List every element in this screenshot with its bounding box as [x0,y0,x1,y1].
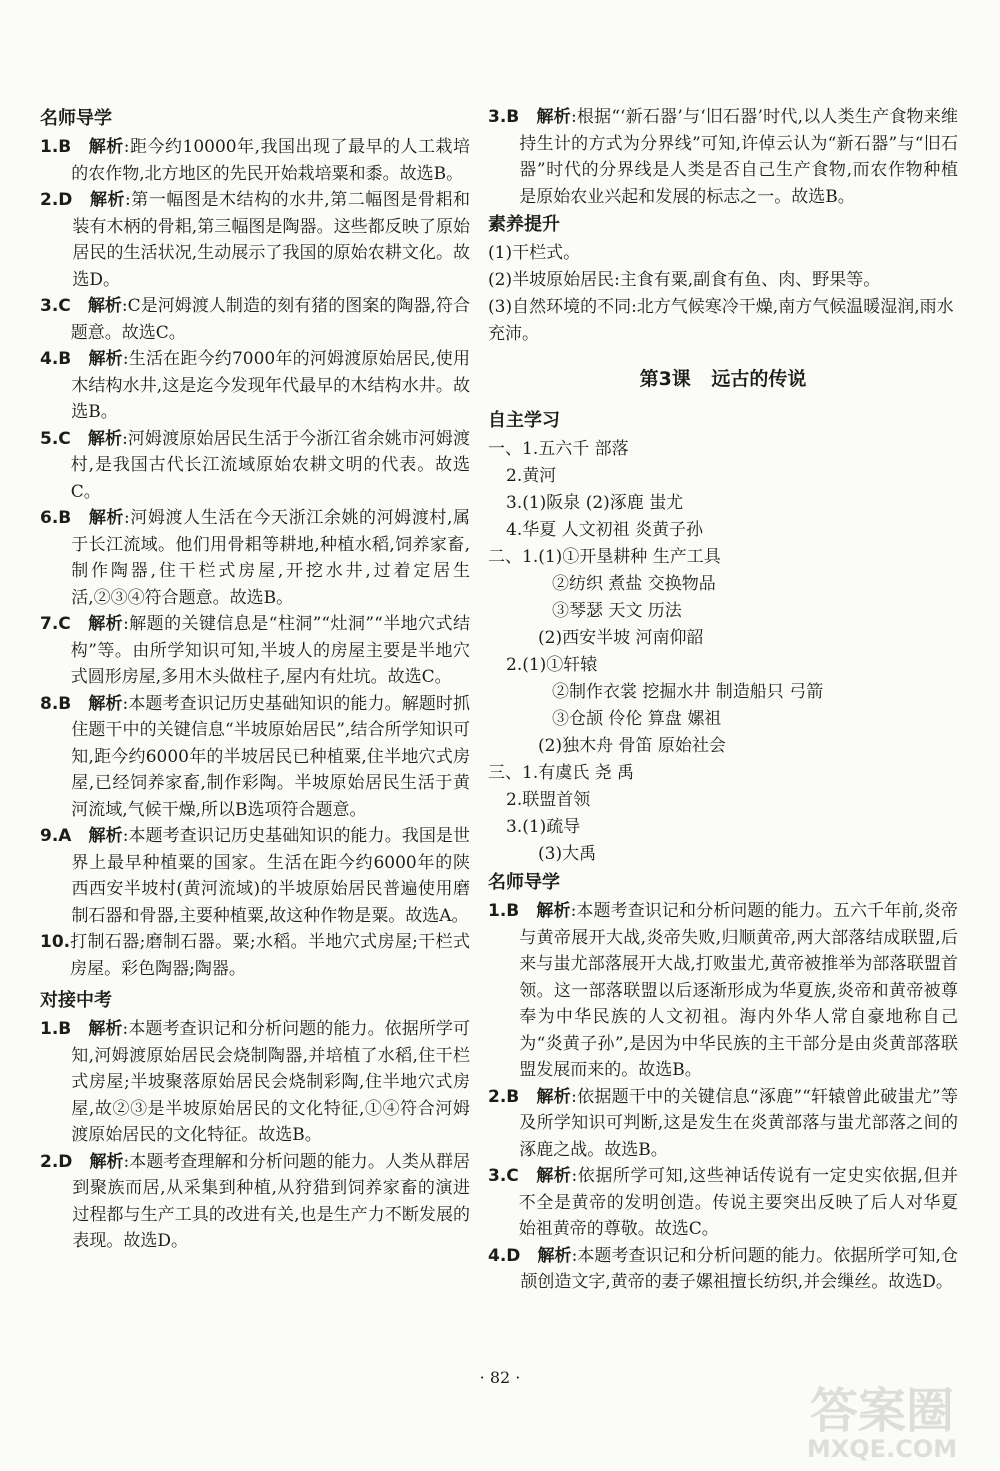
text-line: ②制作衣裳 挖掘水井 制造船只 弓箭 [552,682,824,702]
answer-item: 4.B 解析:生活在距今约7000年的河姆渡原始居民,使用木结构水井,这是迄今发现年代最早的木结构水井。故选B。 [40,349,470,422]
section-title: 素养提升 [488,214,560,235]
svg-text:答案圈: 答案圈 [809,1383,955,1439]
answer-item: 3.C 解析:C是河姆渡人制造的刻有猪的图案的陶器,符合题意。故选C。 [40,296,470,343]
text-line: 一、1.五六千 部落 [488,439,629,459]
answer-item: 4.D 解析:本题考查识记和分析问题的能力。依据所学可知,仓颉创造文字,黄帝的妻子嫘祖擅长纺织,并会缫丝。故选D。 [488,1245,959,1292]
answer-item: 7.C 解析:解题的关键信息是“柱洞”“灶洞”“半地穴式结构”等。由所学知识可知,半坡人的房屋主要是半地穴式圆形房屋,多用木头做柱子,屋内有灶坑。故选C。 [40,614,470,687]
answer-item: 9.A 解析:本题考查识记历史基础知识的能力。我国是世界上最早种植粟的国家。生活在距今约6000年的陕西西安半坡村(黄河流域)的半坡原始居民普遍使用磨制石器和骨器,主要种植粟,故这种作物是粟。故选A。 [40,826,471,926]
text-line: (3)大禹 [538,844,597,864]
text-line: 二、1.(1)①开垦耕种 生产工具 [488,547,721,567]
answer-item: 3.B 解析:根据“‘新石器’与‘旧石器’时代,以人类生产食物来维持生计的方式为分界线”可知,许倬云认为“新石器”与“旧石器”时代的分界线是人类是否自己生产食物,而农作物种植是原始农业兴起和发展的标志之一。故选B。 [488,107,959,207]
answer-item: 2.D 解析:本题考查理解和分析问题的能力。人类从群居到聚族而居,从采集到种植,从狩猎到饲养家畜的演进过程都与生产工具的改进有关,也是生产力不断发展的表现。故选D。 [40,1151,471,1251]
text-line: 2.联盟首领 [506,790,591,810]
svg-text:MXQE.COM: MXQE.COM [806,1435,958,1463]
watermark-logo [782,1369,982,1465]
text-line: 2.(1)①轩辕 [506,655,598,675]
section-title: 名师导学 [488,872,560,893]
text-line: (2)独木舟 骨笛 原始社会 [538,736,726,756]
answer-item: 10. 打制石器;磨制石器。粟;水稻。半地穴式房屋;干栏式房屋。彩色陶器;陶器。 [40,932,470,979]
left-column [40,104,470,1255]
answer-item: 1.B 解析:本题考查识记和分析问题的能力。依据所学可知,河姆渡原始居民会烧制陶器,并培植了水稻,住干栏式房屋;半坡聚落原始居民会烧制彩陶,住半地穴式房屋,故②③是半坡原始居民的文化特征,①④符合河姆渡原始居民的文化特征。故选B。 [40,1019,471,1145]
text-line: (2)半坡原始居民:主食有粟,副食有鱼、肉、野果等。 [488,270,881,290]
text-line: (3)自然环境的不同:北方气候寒冷干燥,南方气候温暖湿润,雨水充沛。 [488,297,954,344]
text-line: (2)西安半坡 河南仰韶 [538,628,704,648]
answer-item: 8.B 解析:本题考查识记历史基础知识的能力。解题时抓住题干中的关键信息“半坡原始居民”,结合所学知识可知,距今约6000年的半坡居民已种植粟,住半地穴式房屋,已经饲养家畜,制作彩陶。半坡原始居民生活于黄河流域,气候干燥,所以B选项符合题意。 [40,693,471,820]
answer-item: 2.B 解析:依据题干中的关键信息“涿鹿”“轩辕曾此破蚩尤”等及所学知识可判断,这是发生在炎黄部落与蚩尤部落之间的涿鹿之战。故选B。 [488,1086,959,1160]
answer-item: 5.C 解析:河姆渡原始居民生活于今浙江省余姚市河姆渡村,是我国古代长江流域原始农耕文明的代表。故选C。 [40,428,471,502]
text-line: 三、1.有虞氏 尧 禹 [488,763,635,783]
answer-item: 2.D 解析:第一幅图是木结构的水井,第二幅图是骨耜和装有木柄的骨耜,第三幅图是陶器。这些都反映了原始居民的生活状况,生动展示了我国的原始农耕文化。故选D。 [40,190,470,290]
page-number: · 82 · [479,1368,521,1387]
answer-item: 3.C 解析:依据所学可知,这些神话传说有一定史实依据,但并不全是黄帝的发明创造。传说主要突出反映了后人对华夏始祖黄帝的尊敬。故选C。 [488,1166,959,1239]
answer-item: 1.B 解析:距今约10000年,我国出现了最早的人工栽培的农作物,北方地区的先民开始栽培粟和黍。故选B。 [40,137,471,184]
text-line: ②纺织 煮盐 交换物品 [552,574,716,594]
text-line: 3.(1)疏导 [506,817,581,837]
text-line: 3.(1)阪泉 (2)涿鹿 蚩尤 [506,493,684,513]
right-column [488,104,958,1296]
answer-item: 1.B 解析:本题考查识记和分析问题的能力。五六千年前,炎帝与黄帝展开大战,炎帝失败,归顺黄帝,两大部落结成联盟,后来与蚩尤部落展开大战,打败蚩尤,黄帝被推举为部落联盟首领。这一部落联盟以后逐渐形成为华夏族,炎帝和黄帝被尊奉为中华民族的人文初祖。海内外华人常自豪地称自己为“炎黄子孙”,是因为中华民族的主干部分是由炎黄部落联盟发展而来的。故选B。 [488,901,959,1080]
text-line: (1)干栏式。 [488,243,581,263]
lesson-title: 第3课 远古的传说 [639,368,807,390]
section-title: 对接中考 [40,990,112,1011]
text-line: 4.华夏 人文初祖 炎黄子孙 [506,520,704,540]
section-title: 名师导学 [40,108,112,129]
answer-item: 6.B 解析:河姆渡人生活在今天浙江余姚的河姆渡村,属于长江流域。他们用骨耜等耕地,种植水稻,饲养家畜,制作陶器,住干栏式房屋,开挖水井,过着定居生活,②③④符合题意。故选B。 [40,508,471,608]
text-line: 2.黄河 [506,466,557,486]
text-line: ③琴瑟 天文 历法 [552,601,682,621]
text-line: ③仓颉 伶伦 算盘 嫘祖 [552,709,722,729]
section-title: 自主学习 [488,410,560,431]
